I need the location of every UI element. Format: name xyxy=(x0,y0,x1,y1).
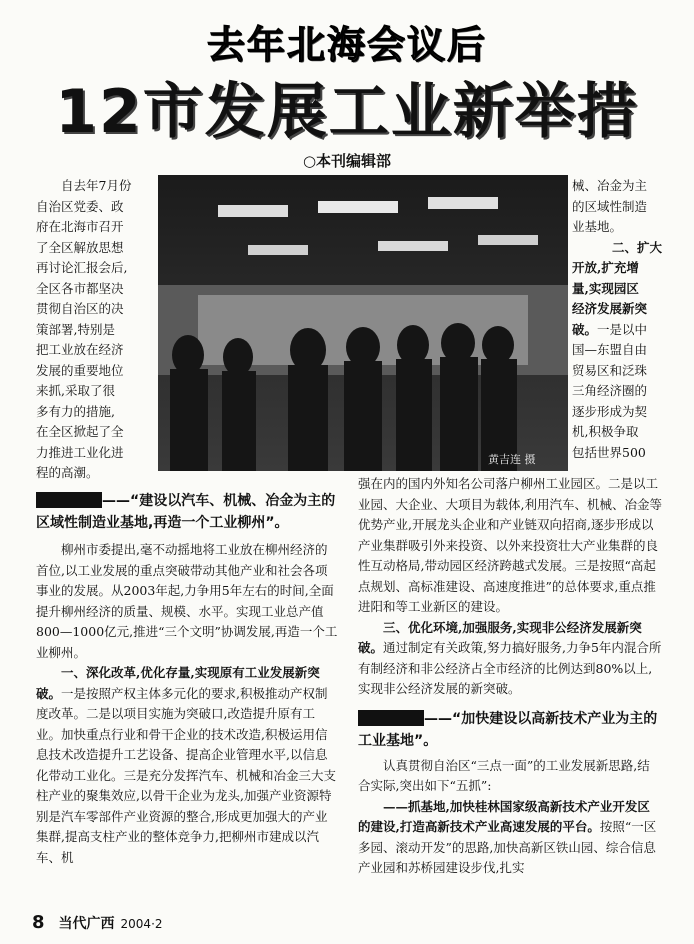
side-line: 贸易区和泛珠 xyxy=(572,362,648,378)
paragraph: 按照“一区多园、滚动开发”的思路,加快高新区铁山园、综合信息产业园和苏桥园建设步伐,扎实 xyxy=(358,819,657,875)
intro-line: 了全区解放思想 xyxy=(36,239,124,255)
photo-illustration xyxy=(158,175,568,471)
section-heading-guilin: ——“加快建设以高新技术产业为主的工业基地”。 xyxy=(358,710,658,749)
side-line: 的区域性制造 xyxy=(572,198,648,214)
paragraph: 强在内的国内外知名公司落户柳州工业园区。二是以工业园、大企业、大项目为载体,利用汽车、机械、冶金等优势产业,开展龙头企业和产业链双向招商,逐步形成以产业集群吸引外来投资、以外来投资壮大产业集群的良性互动格局,带动园区经济跨越式发展。三是按照“高起点规划、高标准建设、高速度推进”的总体要求,重点推进阳和等工业新区的建设。 xyxy=(358,476,662,614)
paragraph: 认真贯彻自治区“三点一面”的工业发展新思路,结合实际,突出如下“五抓”: xyxy=(358,757,650,793)
side-line: 量,实现园区 xyxy=(572,280,639,296)
paragraph: 一是按照产权主体多元化的要求,积极推动产权制度改革。二是以项目实施为突破口,改造提升原有工业。加快重点行业和骨干企业的技术改造,积极运用信息技术改造提升工艺设备、提高企业管理水平,以信息化带动工业化。三是充分发挥汽车、机械和冶金三大支柱产业的聚集效应,以骨干企业为龙头,加强产业资源特别是汽车零部件产业资源的整合,形成更加强大的产业集群,提高支柱产业的整体竞争力,把柳州市建成以汽车、机 xyxy=(36,685,337,865)
side-line: 二、扩大 xyxy=(611,239,662,255)
page-footer xyxy=(32,912,163,933)
side-line: 机,积极争取 xyxy=(572,424,639,439)
paragraph-lead: 一、深化改革,优化存量,实现原有工业发展新突破。 xyxy=(36,665,320,701)
section-heading-liuzhou: ——“建设以汽车、机械、冶金为主的区域性制造业基地,再造一个工业柳州”。 xyxy=(36,493,336,531)
magazine-name: 当代广西 xyxy=(58,916,115,932)
side-line: 破。 xyxy=(572,321,598,337)
redacted-block xyxy=(36,492,102,508)
paragraph-lead: ——抓基地,加快桂林国家级高新技术产业开发区的建设,打造高新技术产业高速发展的平台。 xyxy=(358,798,650,834)
side-line: 经济发展新突 xyxy=(572,301,648,316)
intro-line: 再讨论汇报会后, xyxy=(36,260,128,275)
left-lower-column xyxy=(36,490,338,868)
paragraph: 柳州市委提出,毫不动摇地将工业放在柳州经济的首位,以工业发展的重点突破带动其他产业和社会各项事业的发展。从2003年起,力争用5年左右的时间,全面提升柳州经济的质量、规模、水平。实现工业总产值800—1000亿元,推进“三个文明”协调发展,再造一个工业柳州。 xyxy=(36,542,338,660)
title-line-2: 12市发展工业新举措 xyxy=(55,77,639,147)
intro-line: 多有力的措施, xyxy=(36,403,115,419)
intro-line: 发展的重要地位 xyxy=(36,362,124,378)
side-line: 械、冶金为主 xyxy=(572,178,648,193)
side-column xyxy=(572,176,662,463)
side-line: 国—东盟自由 xyxy=(572,342,648,357)
intro-line: 府在北海市召开 xyxy=(36,219,124,234)
intro-line: 程的高潮。 xyxy=(36,465,99,480)
meeting-photo xyxy=(158,175,568,471)
paragraph-lead: 三、优化环境,加强服务,实现非公经济发展新突破。 xyxy=(358,619,642,655)
byline: ○本刊编辑部 xyxy=(302,152,392,170)
issue-number: 2004·2 xyxy=(120,917,163,931)
intro-line: 力推进工业化进 xyxy=(36,444,124,460)
side-line: 三角经济圈的 xyxy=(572,383,648,398)
intro-line: 自治区党委、政 xyxy=(36,198,124,214)
side-line: 逐步形成为契 xyxy=(572,403,648,419)
side-line: 一是以中 xyxy=(597,321,648,337)
side-line: 开放,扩充增 xyxy=(572,260,639,275)
intro-line: 在全区掀起了全 xyxy=(36,424,124,439)
side-line: 业基地。 xyxy=(572,219,623,234)
intro-column xyxy=(36,176,154,484)
intro-line: 贯彻自治区的决 xyxy=(36,301,124,316)
intro-line: 策部署,特别是 xyxy=(36,321,115,337)
redacted-block xyxy=(358,710,424,726)
intro-line: 自去年7月份 xyxy=(61,178,132,193)
right-lower-column xyxy=(358,474,662,879)
paragraph: 通过制定有关政策,努力搞好服务,力争5年内混合所有制经济和非公经济占全市经济的比例达到80%以上,实现非公经济发展的新突破。 xyxy=(358,640,662,696)
side-line: 包括世界500 xyxy=(572,444,646,460)
intro-line: 全区各市都坚决 xyxy=(36,280,124,296)
intro-line: 把工业放在经济 xyxy=(36,342,124,357)
title-line-1: 去年北海会议后 xyxy=(206,23,487,67)
intro-line: 来抓,采取了很 xyxy=(36,383,115,398)
photo-caption: 黄吉连 摄 xyxy=(488,453,536,466)
page-number: 8 xyxy=(32,912,45,933)
